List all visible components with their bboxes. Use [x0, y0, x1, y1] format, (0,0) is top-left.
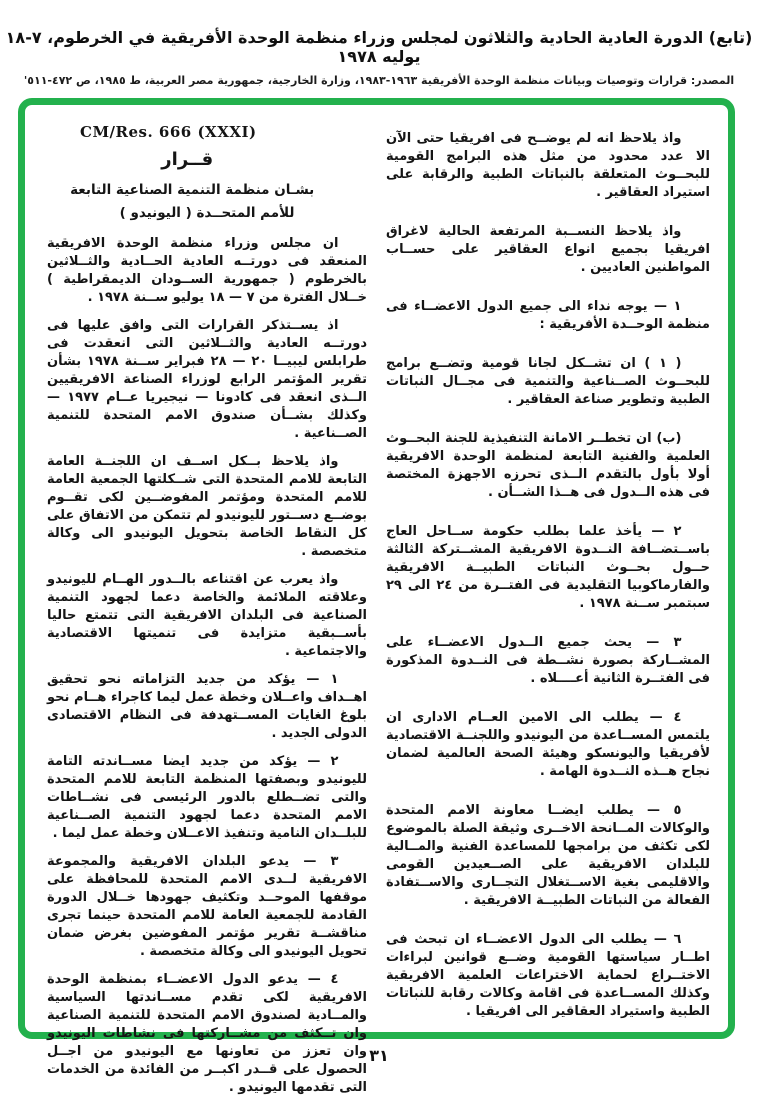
paragraph: ( ١ ) ان تشــكل لجانا قومية وتضــع برامج للبحــوث الصــناعية والتنمية فى مجــال النباتات الطبية وتطوير صناعة العقاقير .	[386, 356, 710, 407]
page-number: ٣١	[369, 1046, 389, 1065]
paragraph: ٤ — يطلب الى الامين العــام الادارى ان يلتمس المســاعدة من اليونيدو واللجنــة الاقتصادية لأفريقيا واليونسكو وهيئة الصحة العالمية لضمان نجاح هــذه النــدوة الهامة .	[386, 710, 710, 779]
paragraph: ٣ — يدعو البلدان الافريقية والمجموعة الافريقية لــدى الامم المتحدة للمحافظة على موقفها الموحــد وتكثيف جهودها خــلال الدورة القادمة للجمعية العامة للامم المتحدة حينما تجرى مناقشــة تقرير مؤتمر المفوضين بغرض ضمان تحويل اليونيدو الى وكالة متخصصة .	[47, 854, 367, 959]
paragraph: واذ يلاحظ النســبة المرتفعة الحالية لاغراق افريقيا بجميع انواع العقاقير على حســاب المواطنين العاديين .	[386, 224, 710, 275]
source-line: المصدر: قرارات وتوصيات وبيانات منظمة الوحدة الأفريقية ١٩٦٣-١٩٨٣، وزارة الخارجية، جمهورية مصر العربية، ط ١٩٨٥، ص ٤٧٢-٥١١'	[23, 74, 735, 87]
paragraph: اذ يســتذكر القرارات التى وافق عليها فى دورتــه العادية والثــلاثين التى انعقدت فى طرابلس ليبيــا ٢٠ — ٢٨ فبراير ســنة ١٩٧٨ بشأن تقرير المؤتمر الرابع لوزراء الصناعة الافريقيين الــذى انعقد فى كادونا — نيجيريا عــام ١٩٧٧ — وكذلك بشــأن صندوق الامم المتحدة للتنمية الصــناعية .	[47, 318, 367, 441]
paragraph: ١ — يوجه نداء الى جميع الدول الاعضــاء فى منظمة الوحــدة الأفريقية :	[386, 299, 710, 332]
page-header	[0, 28, 758, 87]
paragraph: واذ يلاحظ بــكل اســف ان اللجنــة العامة التابعة للامم المتحدة التى شــكلتها الجمعية العامة للامم المتحدة ومؤتمر المفوضــين لكى تقــوم بوضــع دســتور لليونيدو لم تتمكن من الاتفاق على كل النقاط الخاصة بتحويل اليونيدو الى وكالة متخصصة .	[47, 454, 367, 559]
paragraph: ٢ — يؤكد من جديد ايضا مســاندته التامة لليونيدو وبصفتها المنظمة التابعة للامم المتحدة والتى تضــطلع بالدور الرئيسى فى نشــاطات الامم المتحدة دعما لجهود التنمية الصــناعية للبلــدان النامية وتنفيذ الاعــلان وخطة عمل ليما .	[47, 754, 367, 841]
session-title: (تابع) الدورة العادية الحادية والثلاثون لمجلس وزراء منظمة الوحدة الأفريقية في الخرطوم، ٧-١٨ يوليه ١٩٧٨	[5, 28, 753, 66]
paragraph: ٦ — يطلب الى الدول الاعضــاء ان تبحث فى اطــار سياستها القومية وضــع قوانين لبراءات الاختــراع لحماية الاختراعات العلمية الافريقية وكذلك المســاعدة فى اقامة وكالات رقابة للنباتات الطبية واستيراد العقاقير الى افريقيا .	[386, 932, 710, 1019]
paragraph: ٢ — يأخذ علما بطلب حكومة ســاحل العاج باســتضــافة النــدوة الافريقية المشــتركة الثالثة حــول بحــوث النباتات الطبيــة الافريقية والفارماكوبيا التقليدية فى الفتــرة من ٢٤ الى ٢٩ سبتمبر ســنة ١٩٧٨ .	[386, 524, 710, 611]
resolution-subtitle-line1: بشـان منظمة التنمية الصناعية التابعة	[70, 182, 315, 198]
resolution-title: قــرار	[161, 149, 214, 170]
resolution-subtitle-line2: للأمم المتحــدة ( اليونيدو )	[119, 205, 295, 221]
paragraph: ١ — يؤكد من جديد التزاماته نحو تحقيق اهــداف واعــلان وخطة عمل ليما كاجراء هــام نحو بلوغ الغايات المســتهدفة فى النظام الاقتصادى الدولى الجديد .	[47, 672, 367, 741]
left-column	[47, 123, 367, 1107]
paragraph: واذ يعرب عن اقتناعه بالــدور الهــام لليونيدو وعلاقته الملائمة والخاصة دعما لجهود التنمية الصناعية فى البلدان الافريقية التى تتمتع حاليا بأســبقية متزايدة فى تنميتها الاقتصادية والاجتماعية .	[47, 572, 367, 659]
paragraph: واذ يلاحظ انه لم يوضــح فى افريقيا حتى الآن الا عدد محدود من مثل هذه البرامج القومية للبحــوث المتعلقة بالنباتات الطبية والرقابة على استيراد العقاقير .	[386, 131, 710, 200]
paragraph: ٣ — يحث جميع الــدول الاعضــاء على المشــاركة بصورة نشــطة فى النــدوة المذكورة فى الفتــرة الثانية أعــــلاه .	[386, 635, 710, 686]
paragraph: ٤ — يدعو الدول الاعضــاء بمنظمة الوحدة الافريقية لكى تقدم مســاندتها السياسية والمــادية لصندوق الامم المتحدة للتنمية الصناعية وان تــكثف من مشــاركتها فى نشاطات اليونيدو وان تعزز من تعاونها مع اليونيدو من اجــل الحصول على قــدر اكبــر من الفائدة من الخدمات التى تقدمها اليونيدو .	[47, 972, 367, 1095]
right-column	[386, 130, 710, 1042]
paragraph: ان مجلس وزراء منظمة الوحدة الافريقية المنعقد فى دورتــه العادية الحــادية والثــلاثين بالخرطوم ( جمهورية الســودان الديمقراطية ) خــلال الفترة من ٧ — ١٨ يوليو ســنة ١٩٧٨ .	[47, 236, 367, 305]
resolution-code: CM/Res. 666 (XXXI)	[80, 123, 257, 141]
resolution-subtitle	[47, 179, 367, 225]
paragraph: (ب) ان تخطــر الامانة التنفيذية للجنة البحــوث العلمية والفنية التابعة لمنظمة الوحدة الافريقية أولا بأول بالتقدم الــذى تحرزه الاجهزة المختصة فى هذه الــدول فى هــذا الشــأن .	[386, 431, 710, 500]
paragraph: ٥ — يطلب ايضــا معاونة الامم المتحدة والوكالات المــانحة الاخــرى وثيقة الصلة بالموضوع لكى تكثف من برامجها للمساعدة الفنية والمــالية للبلدان الافريقية على الصــعيدين القومى والاقليمى بغية الاســتغلال التجــارى والاســتفادة الفعالة من النباتات الطبيــة الافريقية .	[386, 803, 710, 908]
